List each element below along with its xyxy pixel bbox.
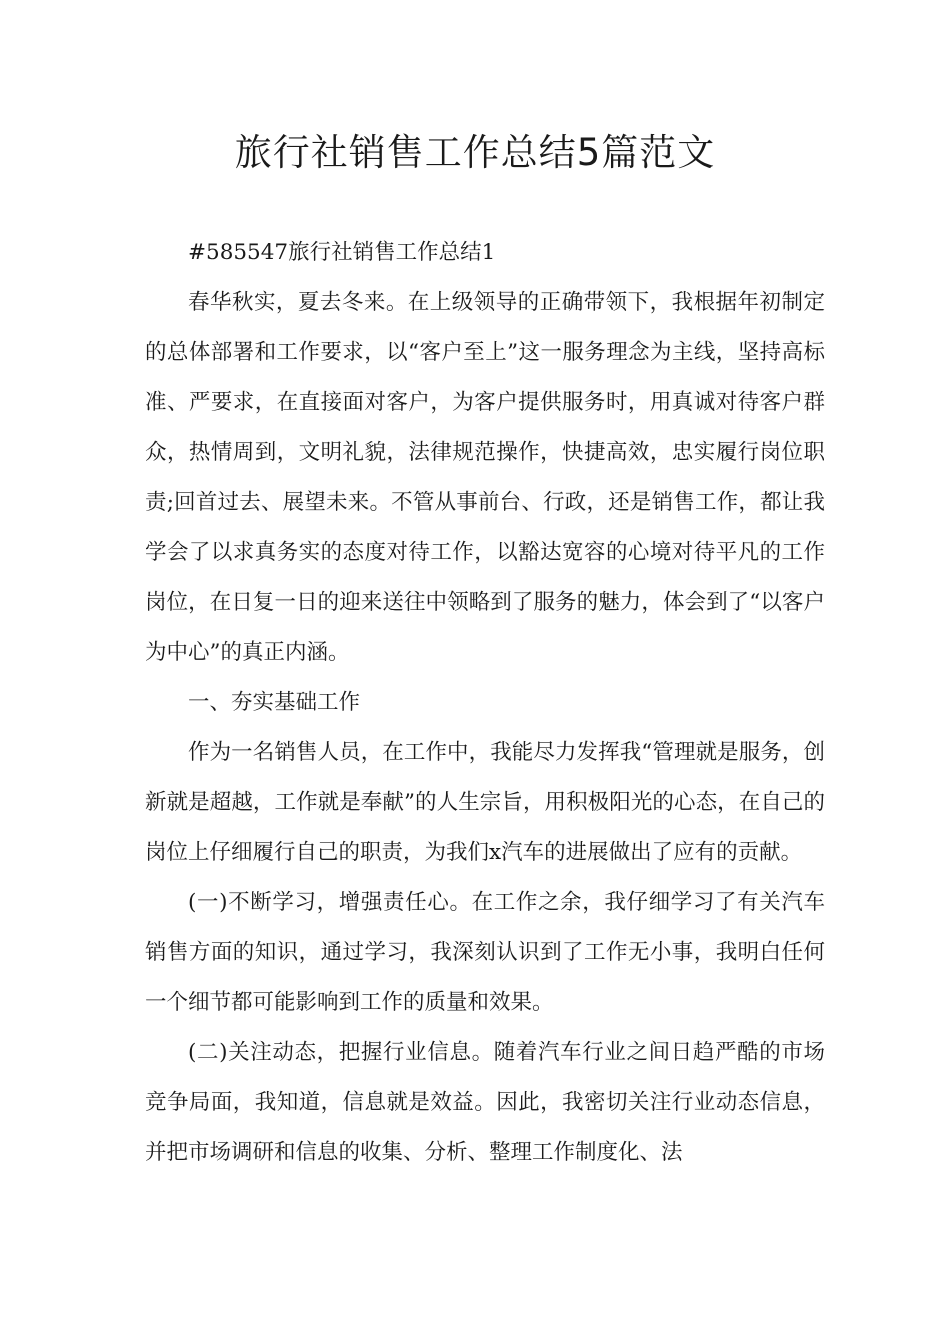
paragraph: (二)关注动态，把握行业信息。随着汽车行业之间日趋严酷的市场竞争局面，我知道，信息就是效益。因此，我密切关注行业动态信息，并把市场调研和信息的收集、分析、整理工作制度化、法: [145, 1040, 825, 1165]
paragraph: (一)不断学习，增强责任心。在工作之余，我仔细学习了有关汽车销售方面的知识，通过学习，我深刻认识到了工作无小事，我明白任何一个细节都可能影响到工作的质量和效果。: [145, 890, 825, 1015]
document-title: 旅行社销售工作总结5篇范文: [234, 131, 716, 174]
document-body: [145, 228, 825, 1178]
section-heading: #585547旅行社销售工作总结1: [188, 240, 496, 265]
section-heading: 一、夯实基础工作: [188, 690, 361, 715]
paragraph: 春华秋实，夏去冬来。在上级领导的正确带领下，我根据年初制定的总体部署和工作要求，以“客户至上”这一服务理念为主线，坚持高标准、严要求，在直接面对客户，为客户提供服务时，用真诚对待客户群众，热情周到，文明礼貌，法律规范操作，快捷高效，忠实履行岗位职责;回首过去、展望未来。不管从事前台、行政，还是销售工作，都让我学会了以求真务实的态度对待工作，以豁达宽容的心境对待平凡的工作岗位，在日复一日的迎来送往中领略到了服务的魅力，体会到了“以客户为中心”的真正内涵。: [145, 290, 825, 665]
paragraph: 作为一名销售人员，在工作中，我能尽力发挥我“管理就是服务，创新就是超越，工作就是奉献”的人生宗旨，用积极阳光的心态，在自己的岗位上仔细履行自己的职责，为我们x汽车的进展做出了应有的贡献。: [145, 740, 825, 865]
